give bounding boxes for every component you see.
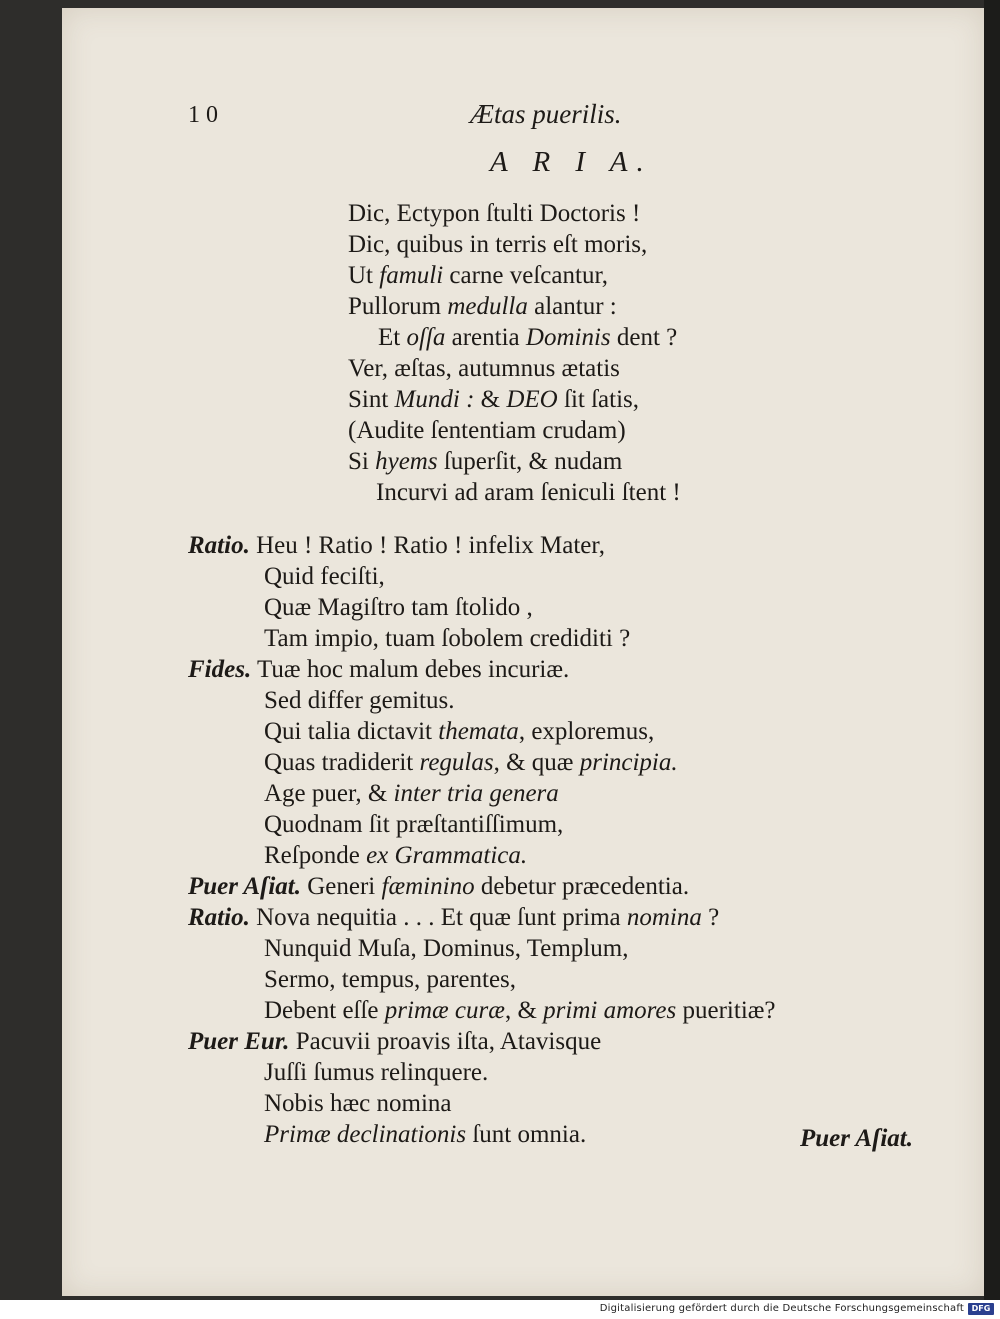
dialogue-line: Reſponde ex Grammatica. bbox=[264, 842, 528, 869]
dialogue-line: Fides. Tuæ hoc malum debes incuriæ. bbox=[188, 656, 570, 683]
speaker-label: Ratio. bbox=[188, 904, 250, 931]
scan-edge bbox=[984, 0, 1000, 1300]
dialogue-line: Sermo, tempus, parentes, bbox=[264, 966, 517, 993]
dialogue-line: Sed differ gemitus. bbox=[264, 687, 455, 714]
dfg-logo: DFG bbox=[968, 1303, 994, 1315]
dialogue-line: Quid feciſti, bbox=[264, 563, 385, 590]
aria-line: Ver, æſtas, autumnus ætatis bbox=[348, 355, 620, 382]
aria-title: A R I A. bbox=[490, 146, 653, 178]
dialogue-line: Quas tradiderit regulas, & quæ principia. bbox=[264, 749, 678, 776]
page-number: 1 0 bbox=[188, 102, 218, 128]
dialogue-line: Tam impio, tuam ſobolem crediditi ? bbox=[264, 625, 631, 652]
footer-credit: Digitalisierung gefördert durch die Deutsche Forschungsgemeinschaft bbox=[599, 1303, 964, 1314]
dialogue-line: Juſſi ſumus relinquere. bbox=[264, 1059, 489, 1086]
dialogue-line: Primæ declinationis ſunt omnia. bbox=[264, 1121, 587, 1148]
dialogue-line: Quæ Magiſtro tam ſtolido , bbox=[264, 594, 533, 621]
dialogue-line: Quodnam ſit præſtantiſſimum, bbox=[264, 811, 564, 838]
aria-line: (Audite ſententiam crudam) bbox=[348, 417, 626, 444]
digitization-footer bbox=[0, 1300, 1000, 1319]
aria-line: Sint Mundi : & DEO ſit ſatis, bbox=[348, 386, 639, 413]
dialogue-line: Ratio. Heu ! Ratio ! Ratio ! infelix Mater, bbox=[188, 532, 605, 559]
speaker-label: Puer Aſiat. bbox=[188, 873, 301, 900]
dialogue-line: Puer Eur. Pacuvii proavis iſta, Atavisque bbox=[188, 1028, 602, 1055]
dialogue-line: Age puer, & inter tria genera bbox=[264, 780, 559, 807]
aria-line: Et oſſa arentia Dominis dent ? bbox=[378, 324, 678, 351]
dialogue-line: Debent eſſe primæ curæ, & primi amores pueritiæ? bbox=[264, 997, 776, 1024]
aria-line: Dic, quibus in terris eſt moris, bbox=[348, 231, 648, 258]
dialogue-line: Nunquid Muſa, Dominus, Templum, bbox=[264, 935, 629, 962]
aria-line: Dic, Ectypon ſtulti Doctoris ! bbox=[348, 200, 641, 227]
speaker-label: Fides. bbox=[188, 656, 252, 683]
speaker-label: Puer Eur. bbox=[188, 1028, 290, 1055]
dialogue-line: Qui talia dictavit themata, exploremus, bbox=[264, 718, 655, 745]
catchword: Puer Aſiat. bbox=[800, 1125, 913, 1152]
aria-line: Si hyems ſuperſit, & nudam bbox=[348, 448, 623, 475]
dialogue-line: Nobis hæc nomina bbox=[264, 1090, 452, 1117]
aria-line: Pullorum medulla alantur : bbox=[348, 293, 617, 320]
running-title: Ætas puerilis. bbox=[470, 99, 622, 129]
dialogue-line: Ratio. Nova nequitia . . . Et quæ ſunt prima nomina ? bbox=[188, 904, 720, 931]
aria-line: Incurvi ad aram ſeniculi ſtent ! bbox=[376, 479, 681, 506]
dialogue-line: Puer Aſiat. Generi fæminino debetur præcedentia. bbox=[188, 873, 690, 900]
aria-line: Ut famuli carne veſcantur, bbox=[348, 262, 609, 289]
speaker-label: Ratio. bbox=[188, 532, 250, 559]
